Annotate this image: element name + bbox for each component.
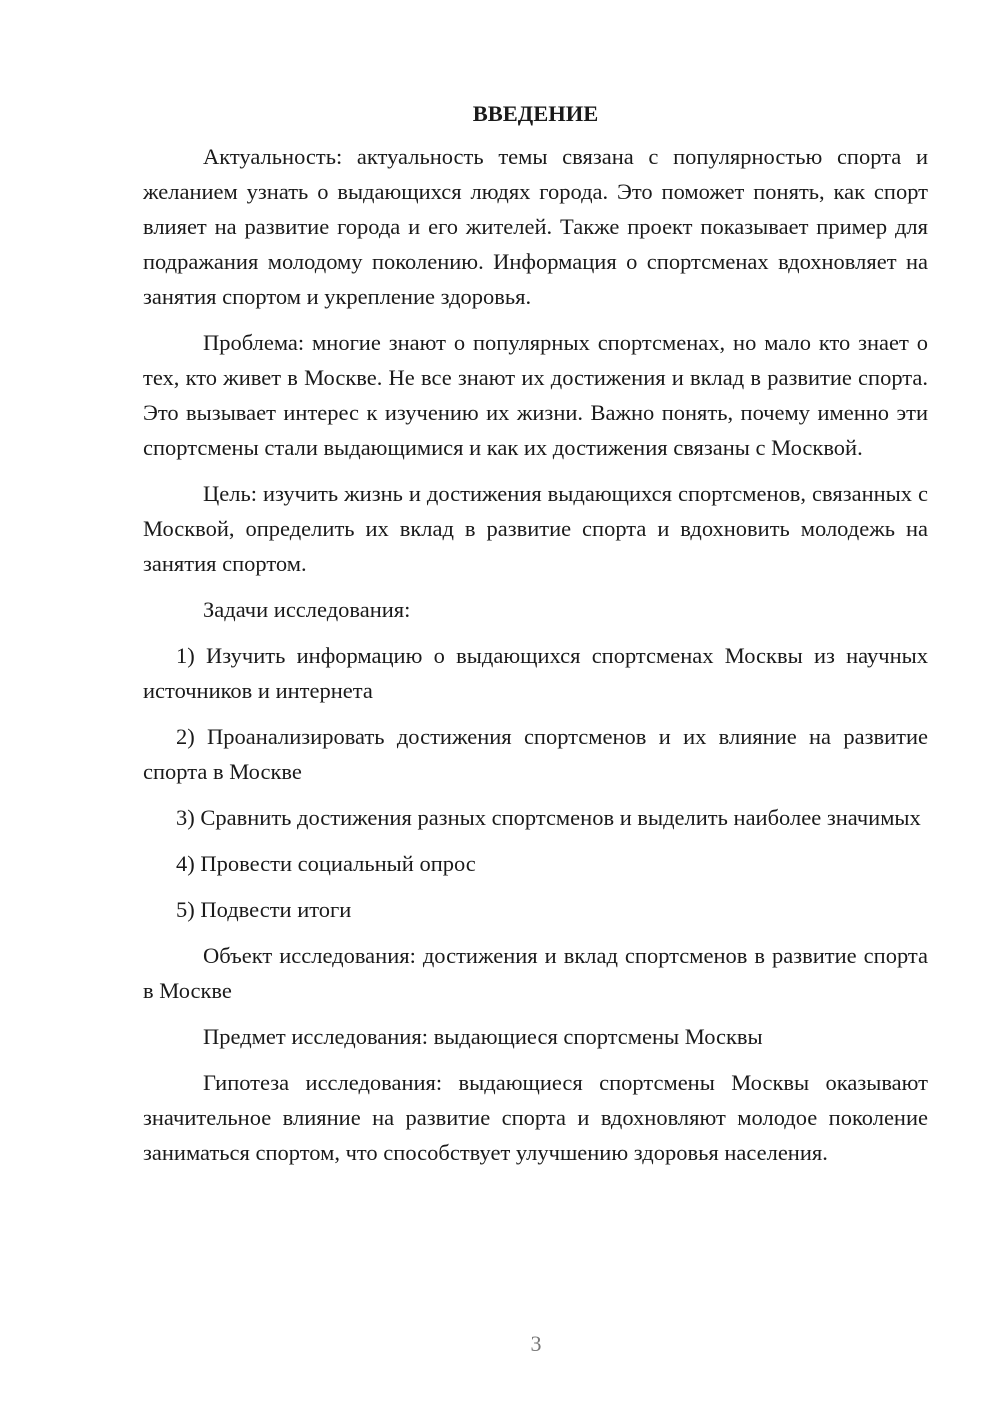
goal-paragraph: Цель: изучить жизнь и достижения выдающихся спортсменов, связанных с Москвой, определить их вклад в развитие спорта и вдохновить молодежь на занятия спортом. [143,481,928,576]
subject-paragraph: Предмет исследования: выдающиеся спортсмены Москвы [203,1024,763,1049]
page-number: 3 [530,1331,542,1356]
document-body [143,96,928,1181]
task-item-2: 2) Проанализировать достижения спортсменов и их влияние на развитие спорта в Москве [143,724,928,784]
tasks-heading: Задачи исследования: [203,597,411,622]
task-item-4: 4) Провести социальный опрос [176,851,476,876]
task-item-3: 3) Сравнить достижения разных спортсменов и выделить наиболее значимых [176,805,921,830]
task-item-1: 1) Изучить информацию о выдающихся спортсменах Москвы из научных источников и интернета [143,643,928,703]
object-paragraph: Объект исследования: достижения и вклад спортсменов в развитие спорта в Москве [143,943,928,1003]
problem-paragraph: Проблема: многие знают о популярных спортсменах, но мало кто знает о тех, кто живет в Москве. Не все знают их достижения и вклад в развитие спорта. Это вызывает интерес к изучению их жизни. Важно понять, почему именно эти спортсмены стали выдающимися и как их достижения связаны с Москвой. [143,330,928,460]
task-item-5: 5) Подвести итоги [176,897,352,922]
hypothesis-paragraph: Гипотеза исследования: выдающиеся спортсмены Москвы оказывают значительное влияние на развитие спорта и вдохновляют молодое поколение заниматься спортом, что способствует улучшению здоровья населения. [143,1070,928,1165]
relevance-paragraph: Актуальность: актуальность темы связана с популярностью спорта и желанием узнать о выдающихся людях города. Это поможет понять, как спорт влияет на развитие города и его жителей. Также проект показывает пример для подражания молодому поколению. Информация о спортсменах вдохновляет на занятия спортом и укрепление здоровья. [143,144,928,309]
section-title: ВВЕДЕНИЕ [472,101,599,126]
